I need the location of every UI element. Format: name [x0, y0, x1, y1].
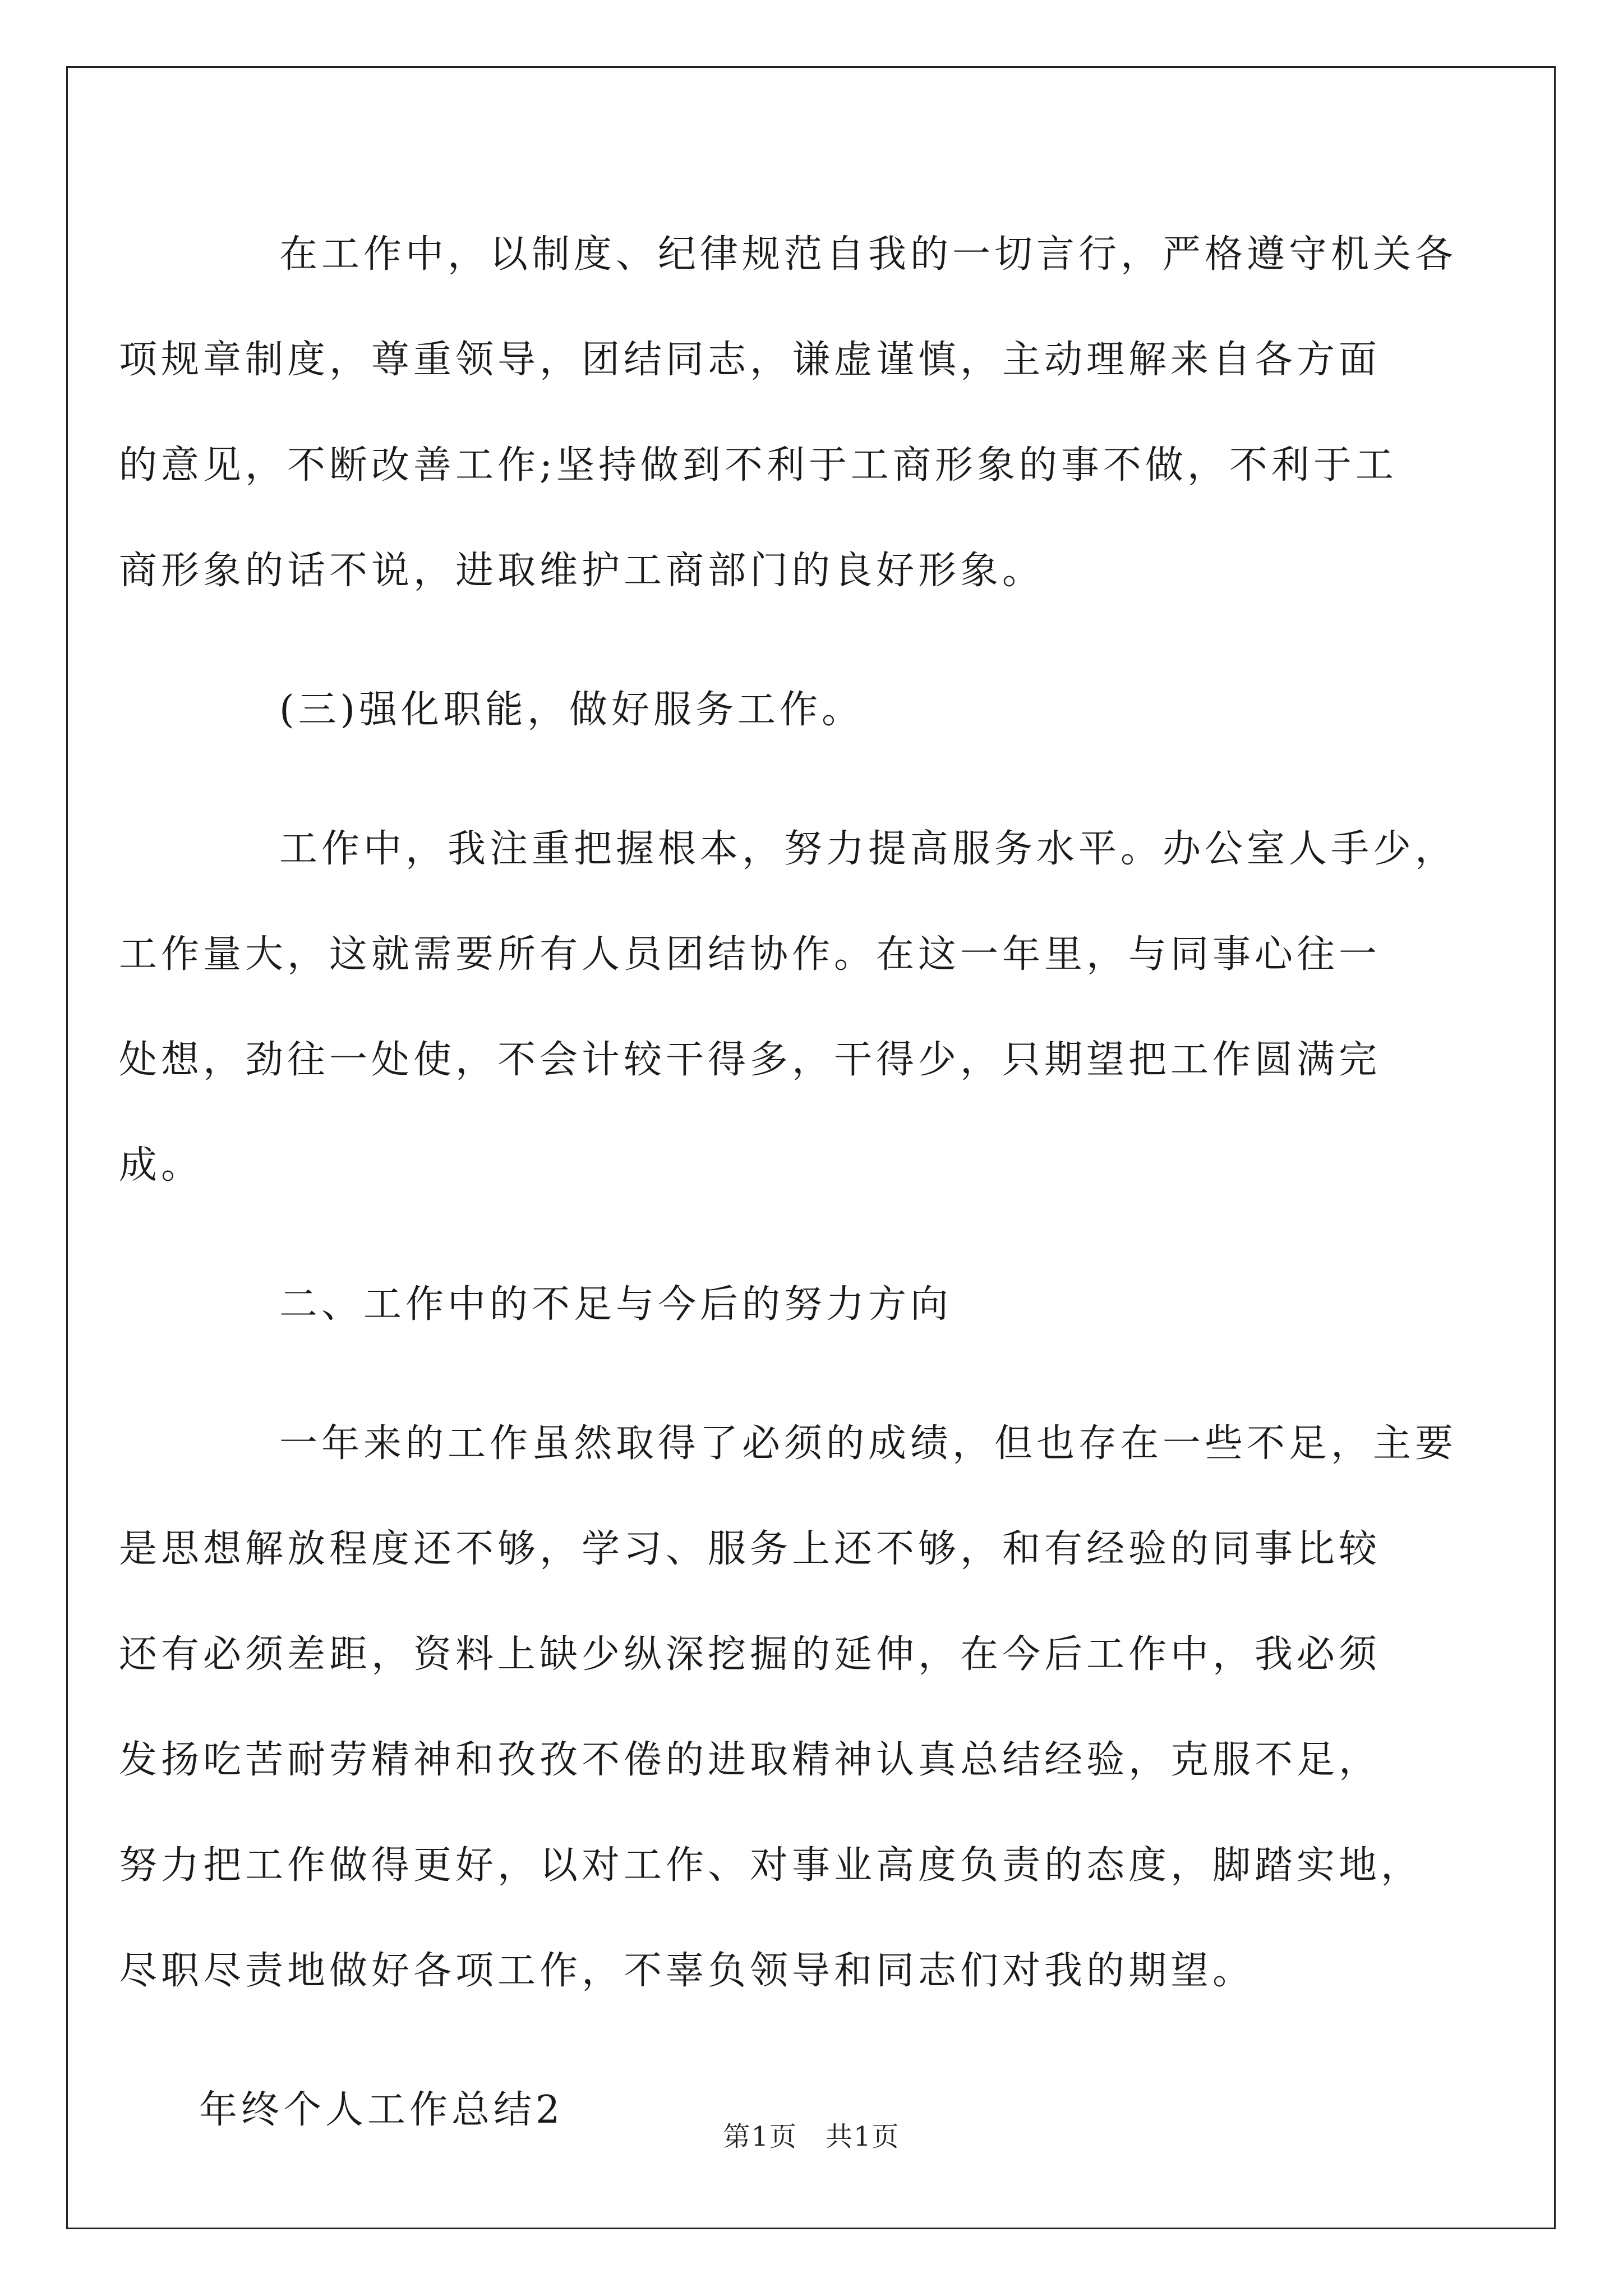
text-line: 发扬吃苦耐劳精神和孜孜不倦的进取精神认真总结经验，克服不足， [119, 1738, 1381, 1782]
text-line: 商形象的话不说，进取维护工商部门的良好形象。 [119, 549, 1045, 593]
paragraph-subheading-shortcomings [199, 1252, 1483, 1358]
paragraph-shortcomings [119, 1391, 1483, 2024]
text-line: 在工作中，以制度、纪律规范自我的一切言行，严格遵守机关各 [279, 232, 1458, 277]
text-line: 尽职尽责地做好各项工作，不辜负领导和同志们对我的期望。 [119, 1949, 1255, 1993]
paragraph-conduct [119, 202, 1483, 624]
subheading: 二、工作中的不足与今后的努力方向 [279, 1282, 953, 1327]
text-line: 工作中，我注重把握根本，努力提高服务水平。办公室人手少， [279, 827, 1458, 871]
text-line: 还有必须差距，资料上缺少纵深挖掘的延伸，在今后工作中，我必须 [119, 1632, 1381, 1677]
subheading: (三)强化职能，做好服务工作。 [279, 688, 864, 732]
page-footer: 第1页 共1页 [723, 2121, 900, 2152]
text-line: 一年来的工作虽然取得了必须的成绩，但也存在一些不足，主要 [279, 1421, 1458, 1466]
text-line: 处想，劲往一处使，不会计较干得多，干得少，只期望把工作圆满完 [119, 1038, 1381, 1082]
text-line: 的意见，不断改善工作;坚持做到不利于工商形象的事不做，不利于工 [119, 443, 1398, 487]
text-line: 项规章制度，尊重领导，团结同志，谦虚谨慎，主动理解来自各方面 [119, 338, 1381, 382]
paragraph-service [119, 797, 1483, 1218]
paragraph-subheading-service [199, 657, 1483, 763]
text-line: 工作量大，这就需要所有人员团结协作。在这一年里，与同事心往一 [119, 932, 1381, 977]
document-body [119, 202, 1483, 2197]
text-line: 努力把工作做得更好，以对工作、对事业高度负责的态度，脚踏实地， [119, 1843, 1423, 1888]
section-title-text: 年终个人工作总结2 [199, 2088, 564, 2132]
text-line: 是思想解放程度还不够，学习、服务上还不够，和有经验的同事比较 [119, 1527, 1381, 1571]
text-line: 成。 [119, 1143, 204, 1188]
